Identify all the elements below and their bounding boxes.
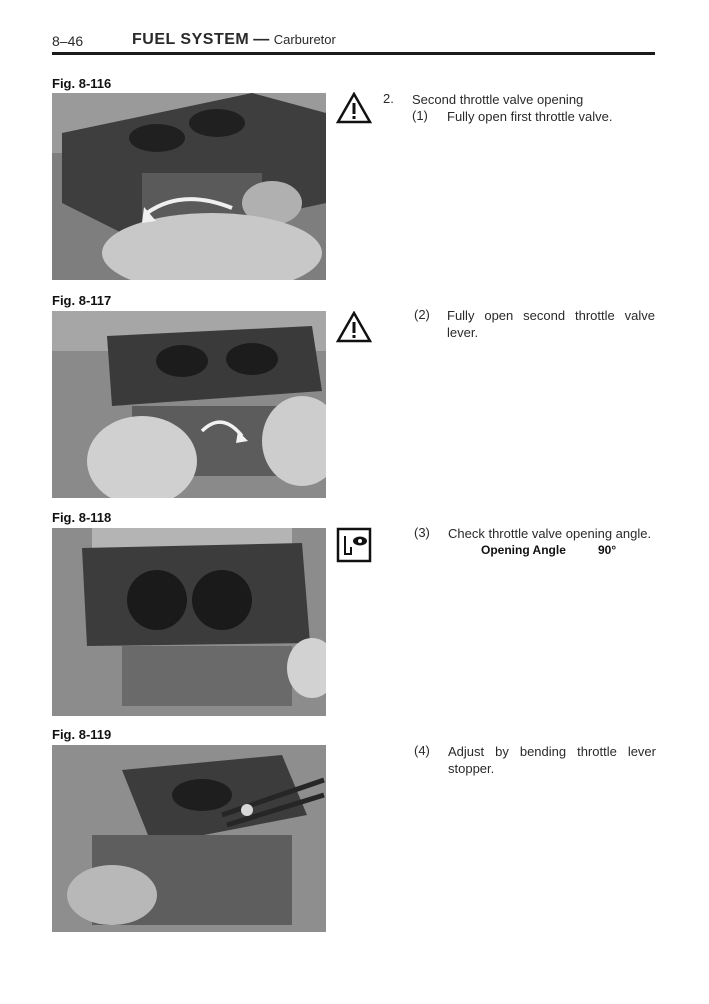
spec-value: 90° bbox=[598, 543, 617, 557]
warning-triangle-icon bbox=[336, 92, 372, 124]
substep-text: Check throttle valve opening angle. bbox=[448, 526, 652, 541]
figure-label: Fig. 8-118 bbox=[52, 510, 112, 525]
step-title: Second throttle valve opening bbox=[412, 92, 584, 107]
title-separator: — bbox=[253, 31, 270, 48]
figure-label: Fig. 8-117 bbox=[52, 293, 112, 308]
spec-label: Opening Angle bbox=[481, 543, 566, 557]
figure-photo-carburetor bbox=[52, 528, 326, 716]
figure-photo-carburetor bbox=[52, 93, 326, 280]
substep-number: (1) bbox=[412, 108, 428, 123]
figure-photo-carburetor bbox=[52, 311, 326, 498]
header-rule bbox=[52, 52, 655, 55]
figure-label: Fig. 8-119 bbox=[52, 727, 112, 742]
section-title bbox=[132, 31, 336, 49]
substep-text: Adjust by bending throttle lever stopper. bbox=[448, 744, 656, 776]
figure-label: Fig. 8-116 bbox=[52, 76, 112, 91]
angle-gauge-icon bbox=[336, 527, 372, 563]
subsection-name: Carburetor bbox=[273, 32, 336, 47]
warning-triangle-icon bbox=[336, 311, 372, 343]
figure-photo-carburetor bbox=[52, 745, 326, 932]
page-number: 8–46 bbox=[52, 33, 84, 49]
substep-text: Fully open second throttle valve lever. bbox=[447, 308, 655, 340]
substep-number: (2) bbox=[414, 307, 430, 322]
substep-number: (3) bbox=[414, 525, 430, 540]
substep-number: (4) bbox=[414, 743, 430, 758]
section-name: FUEL SYSTEM bbox=[132, 31, 250, 48]
substep-text: Fully open first throttle valve. bbox=[447, 109, 613, 124]
step-number: 2. bbox=[383, 91, 394, 106]
